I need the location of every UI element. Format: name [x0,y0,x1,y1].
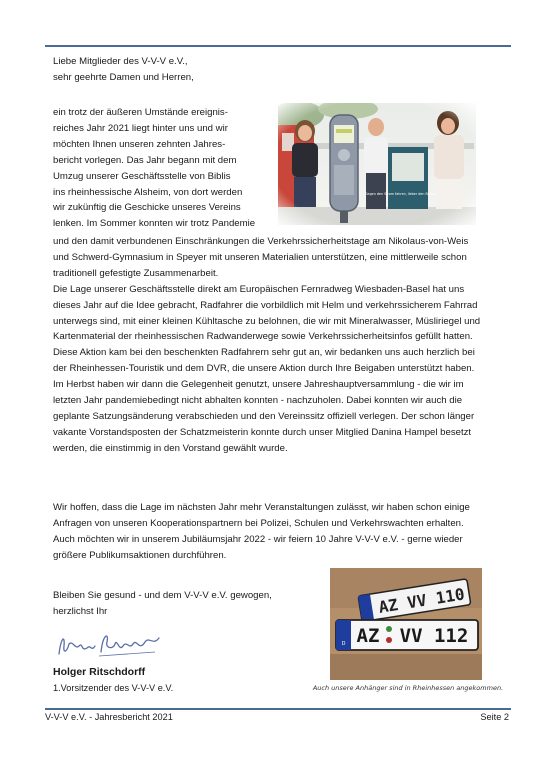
greeting [53,54,194,86]
plate-front-number: VV 112 [399,625,469,647]
text-line: und Schwerd-Gymnasium in Speyer mit unseren Materialien unterstützen, eine mittlerweile schon [53,251,467,263]
text-line: bericht vorlegen. Das Jahr begann mit dem [53,154,237,166]
photo-caption: Auch unsere Anhänger sind in Rheinhessen angekommen. [312,684,504,692]
text-line: unterwegs sind, mit einer kleinen Kühltasche zu belohnen, die wir mit Mineralwasser, Müsliriegel und [53,315,481,327]
text-line: ein trotz der äußeren Umstände ereignis- [53,107,228,118]
text-line: vakante Vorstandsposten der Schatzmeisterin konnte durch unser Mitglied Danina Hampel besetzt [53,426,472,438]
text-line: der Rheinhessen-Touristik und dem DVR, die unsere Aktion durch Ihre Beigaben unterstützt haben. [53,363,475,375]
text-line: reiches Jahr 2021 liegt hinter uns und wir [53,122,228,134]
signature [55,628,165,662]
text-line: werden, die einstimmig in den Vorstand gewählt wurde. [53,442,288,454]
text-line: dieses Jahr auf die Idee gebracht, Radfahrer die vorbildlich mit Helm und verkehrssicherem Fahrrad [53,299,478,311]
team-photo [278,103,476,225]
text-line: letzten Jahr pandemiebedingt nicht abhalten konnten - nachzuholen. Dabei konnten wir auch die [53,395,463,407]
greeting-line: Liebe Mitglieder des V-V-V e.V., [53,56,188,67]
text-line: Bleiben Sie gesund - und dem V-V-V e.V. gewogen, [53,590,272,601]
body-paragraph [53,234,513,457]
page-number: Seite 2 [480,712,509,722]
plate-front-region: AZ [356,625,380,647]
text-line: und den damit verbundenen Einschränkungen die Verkehrssicherheitstage am Nikolaus-von-Weis [53,236,469,247]
footer-rule [45,708,511,710]
outlook-paragraph [53,500,513,564]
intro-paragraph [53,105,255,232]
text-line: wir zukünftig die Geschicke unseres Vereins [53,202,241,214]
text-line: Diese Aktion kam bei den beschenkten Radfahrern sehr gut an, wir bedanken uns auch herzlich bei [53,347,475,359]
text-line: lenken. Im Sommer konnten wir trotz Pandemie [53,218,256,230]
text-line: ins rheinhessische Alsheim, von dort werden [53,186,243,198]
plate-back-text: AZ VV 110 [377,584,466,617]
footer-title: V-V-V e.V. - Jahresbericht 2021 [45,712,173,722]
license-plate-illustration [330,568,482,680]
text-line: Anfragen von unseren Kooperationspartnern bei Polizei, Schulen und Verkehrswachten erhalten. [53,517,464,529]
text-line: Umzug unserer Geschäftsstelle von Biblis [53,170,231,182]
text-line: traditionell gefestigte Zusammenarbeit. [53,267,219,279]
text-line: Auch möchten wir in unserem Jubiläumsjahr 2022 - wir feiern 10 Jahre V-V-V e.V. - gerne wieder [53,533,463,545]
header-rule [45,45,511,47]
license-plate-photo [330,568,482,680]
text-line: geplante Satzungsänderung verabschieden und den Vereinssitz offiziell verlegen. Der schon länger [53,410,475,422]
signer-name: Holger Ritschdorff [53,666,146,678]
text-line: größere Publikumsaktionen durchführen. [53,549,227,561]
text-line: Wir hoffen, dass die Lage im nächsten Jahr mehr Veranstaltungen zulässt, wir haben schon einige [53,502,470,513]
text-line: herzlichst Ihr [53,605,108,617]
greeting-line: sehr geehrte Damen und Herren, [53,71,194,83]
text-line: Kartenmaterial der rheinhessischen Radwanderwege sowie Verkehrssicherheitsinfos gefüllt hatten. [53,331,473,343]
signer-role: 1.Vorsitzender des V-V-V e.V. [53,683,174,693]
signature-image [55,628,165,662]
team-photo-illustration [278,103,476,225]
text-line: möchten Ihnen unseren zehnten Jahres- [53,138,226,150]
plate-country: D [341,641,346,647]
text-line: Im Herbst haben wir dann die Gelegenheit genutzt, unsere Jahreshauptversammlung - die wir im [53,379,464,391]
text-line: Die Lage unserer Geschäftsstelle direkt am Europäischen Fernradweg Wiesbaden-Basel hat uns [53,283,465,295]
